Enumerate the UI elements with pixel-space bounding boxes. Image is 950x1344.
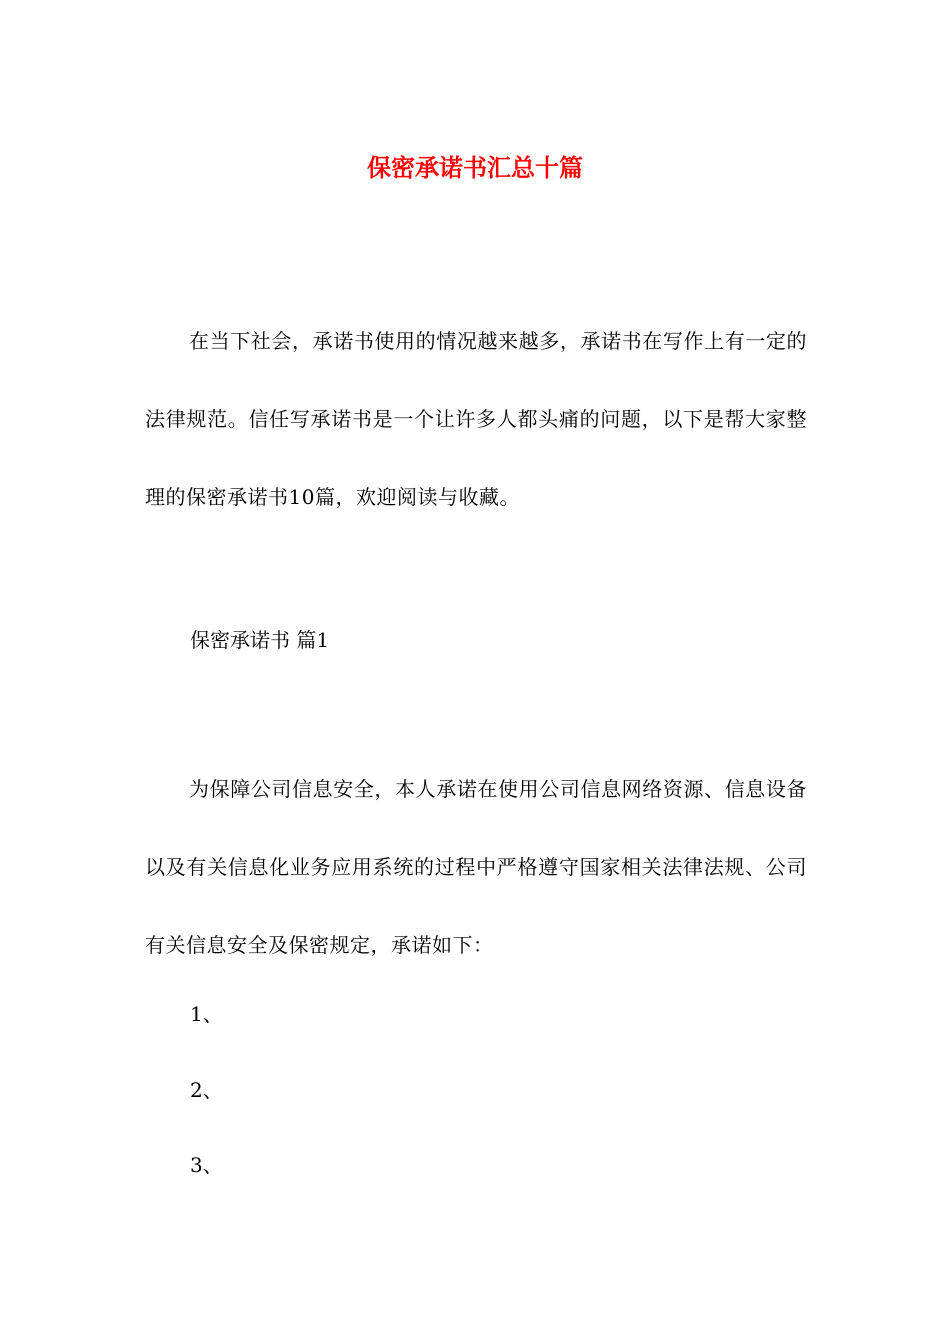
section-heading: 保密承诺书 篇1 — [190, 628, 330, 652]
document-title: 保密承诺书汇总十篇 — [367, 153, 583, 183]
intro-paragraph: 在当下社会，承诺书使用的情况越来越多，承诺书在写作上有一定的法律规范。信任写承诺书是一个让许多人都头痛的问题，以下是帮大家整理的保密承诺书10篇，欢迎阅读与收藏。 — [145, 329, 807, 509]
list-item: 2、 — [190, 1078, 223, 1102]
list-item: 1、 — [190, 1002, 223, 1026]
section-body-paragraph: 为保障公司信息安全，本人承诺在使用公司信息网络资源、信息设备以及有关信息化业务应用系统的过程中严格遵守国家相关法律法规、公司有关信息安全及保密规定，承诺如下： — [145, 777, 807, 957]
list-item: 3、 — [190, 1153, 223, 1177]
